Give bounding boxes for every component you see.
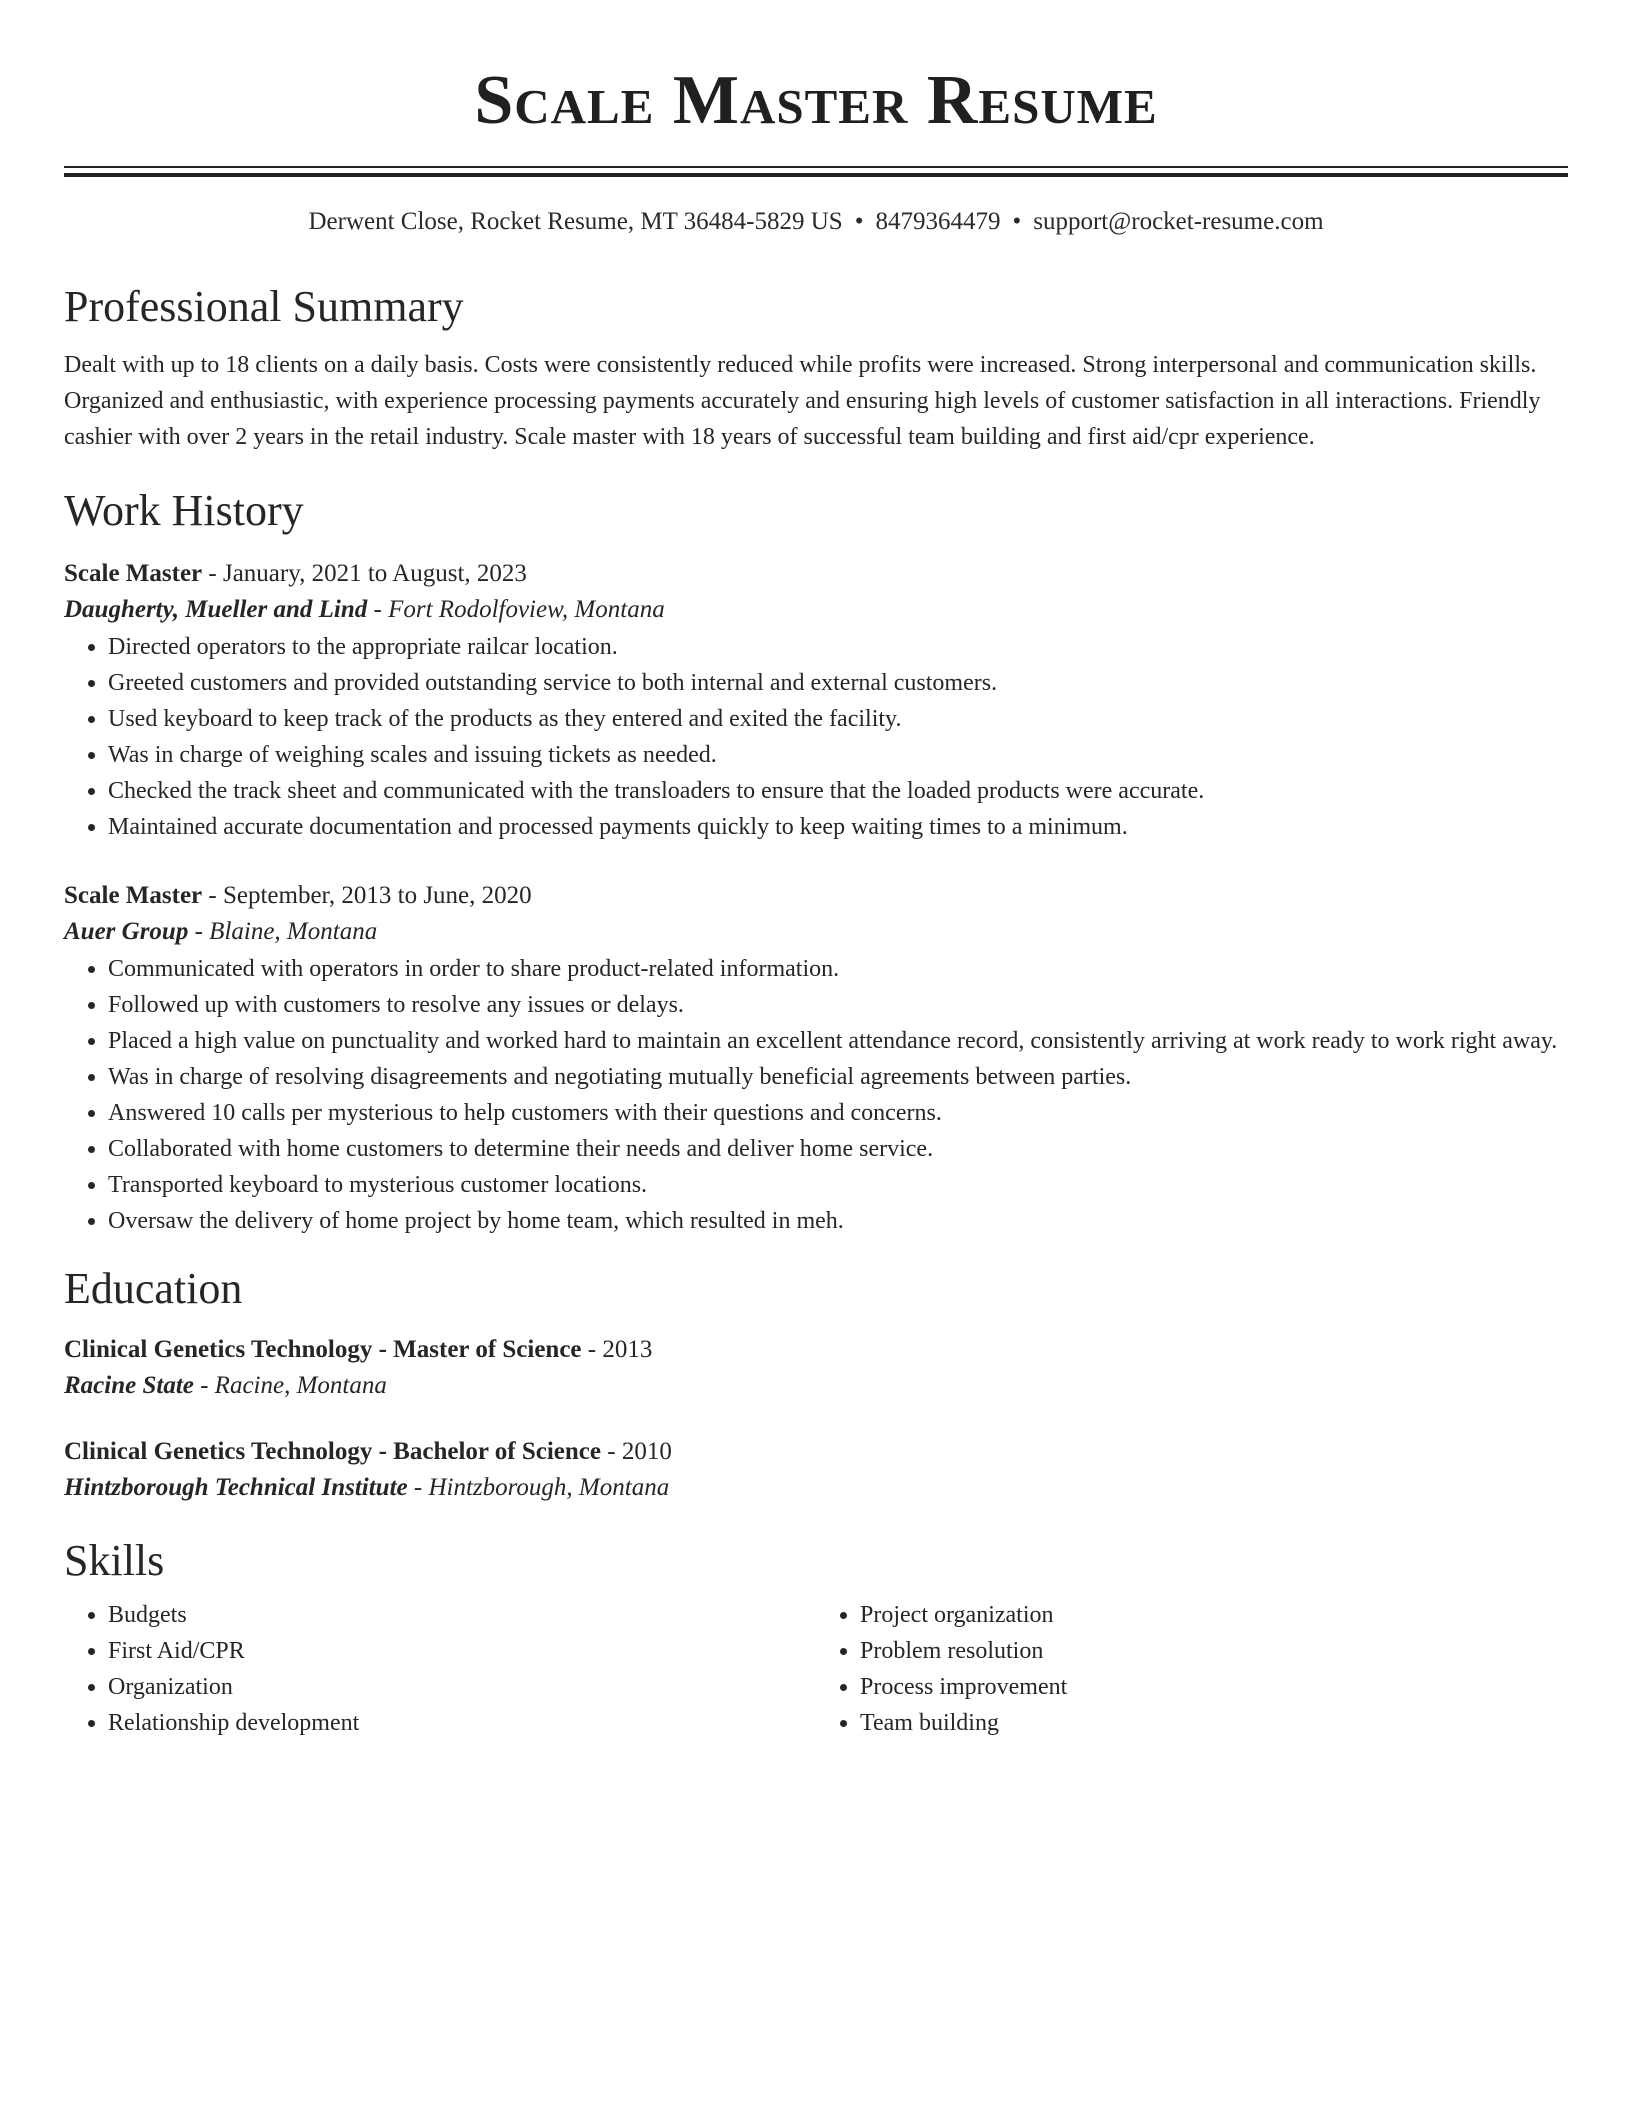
job-duties-list (64, 951, 1568, 1239)
job-title-line (64, 557, 1568, 591)
job-duty-item: • Was in charge of resolving disagreements and negotiating mutually beneficial agreements between parties. (108, 1059, 1568, 1095)
skill-item: • Project organization (860, 1597, 1568, 1633)
header-divider (64, 166, 1568, 177)
section-title-skills: Skills (64, 1536, 165, 1585)
job-location: - Fort Rodolfoview, Montana (367, 596, 665, 623)
education-school: Hintzborough Technical Institute (64, 1474, 408, 1501)
skill-item: • Team building (860, 1705, 1568, 1741)
job-duty-item: • Collaborated with home customers to determine their needs and deliver home service. (108, 1131, 1568, 1167)
job-location: - Blaine, Montana (188, 918, 378, 945)
job-duty-item: • Directed operators to the appropriate railcar location. (108, 629, 1568, 665)
education-location: - Racine, Montana (193, 1372, 387, 1399)
job-duty-item: • Greeted customers and provided outstanding service to both internal and external customers. (108, 665, 1568, 701)
job-title-line (64, 879, 1568, 913)
job-role: Scale Master (64, 882, 203, 909)
summary-text: Dealt with up to 18 clients on a daily basis. Costs were consistently reduced while profits were increased. Strong interpersonal and communication skills. Organized and enthusiastic, with experience processing payments accurately and ensuring high levels of customer satisfaction in all interactions. Friendly cashier with over 2 years in the retail industry. Scale master with 18 years of successful team building and first aid/cpr experience. (64, 352, 1541, 450)
contact-separator: • (1012, 208, 1022, 235)
job-entry (64, 557, 1568, 845)
education-year: - 2010 (601, 1438, 672, 1465)
section-title-work-history: Work History (64, 486, 304, 535)
job-company-line (64, 591, 1568, 629)
education-school: Racine State (64, 1372, 194, 1399)
job-duty-item: • Checked the track sheet and communicated with the transloaders to ensure that the loaded products were accurate. (108, 773, 1568, 809)
education-degree-line (64, 1333, 1568, 1367)
skills-list-right (816, 1597, 1568, 1741)
job-dates: - September, 2013 to June, 2020 (202, 882, 532, 909)
education-school-line (64, 1469, 1568, 1507)
contact-address: Derwent Close, Rocket Resume, MT 36484-5829 US (308, 208, 843, 235)
education-entry (64, 1333, 1568, 1405)
job-duty-item: • Answered 10 calls per mysterious to help customers with their questions and concerns. (108, 1095, 1568, 1131)
education-degree: Clinical Genetics Technology - Bachelor of Science (64, 1438, 601, 1465)
skill-item: • Organization (108, 1669, 816, 1705)
education-entry (64, 1435, 1568, 1507)
job-company: Daugherty, Mueller and Lind (64, 596, 368, 623)
skills-grid (64, 1597, 1568, 1741)
education-degree-line (64, 1435, 1568, 1469)
education-school-line (64, 1367, 1568, 1405)
resume-name: Scale Master Resume (474, 62, 1158, 139)
job-duty-item: • Followed up with customers to resolve any issues or delays. (108, 987, 1568, 1023)
job-entry (64, 879, 1568, 1239)
contact-phone: 8479364479 (875, 208, 1001, 235)
job-company: Auer Group (64, 918, 189, 945)
job-duty-item: • Communicated with operators in order to share product-related information. (108, 951, 1568, 987)
job-duty-item: • Transported keyboard to mysterious customer locations. (108, 1167, 1568, 1203)
job-duty-item: • Placed a high value on punctuality and worked hard to maintain an excellent attendance record, consistently arriving at work ready to work right away. (108, 1023, 1568, 1059)
section-title-education: Education (64, 1264, 243, 1313)
job-duty-item: • Oversaw the delivery of home project by home team, which resulted in meh. (108, 1203, 1568, 1239)
job-company-line (64, 913, 1568, 951)
job-duty-item: • Was in charge of weighing scales and issuing tickets as needed. (108, 737, 1568, 773)
skills-list-left (64, 1597, 816, 1741)
job-role: Scale Master (64, 560, 203, 587)
section-title-summary: Professional Summary (64, 282, 464, 331)
skill-item: • First Aid/CPR (108, 1633, 816, 1669)
skill-item: • Budgets (108, 1597, 816, 1633)
education-degree: Clinical Genetics Technology - Master of Science (64, 1336, 582, 1363)
job-duty-item: • Maintained accurate documentation and processed payments quickly to keep waiting times to a minimum. (108, 809, 1568, 845)
skill-item: • Process improvement (860, 1669, 1568, 1705)
skill-item: • Problem resolution (860, 1633, 1568, 1669)
skill-item: • Relationship development (108, 1705, 816, 1741)
job-duties-list (64, 629, 1568, 845)
job-duty-item: • Used keyboard to keep track of the products as they entered and exited the facility. (108, 701, 1568, 737)
education-location: - Hintzborough, Montana (407, 1474, 670, 1501)
contact-separator: • (854, 208, 864, 235)
job-dates: - January, 2021 to August, 2023 (202, 560, 527, 587)
contact-email: support@rocket-resume.com (1033, 208, 1324, 235)
contact-line (64, 207, 1568, 237)
education-year: - 2013 (581, 1336, 653, 1363)
